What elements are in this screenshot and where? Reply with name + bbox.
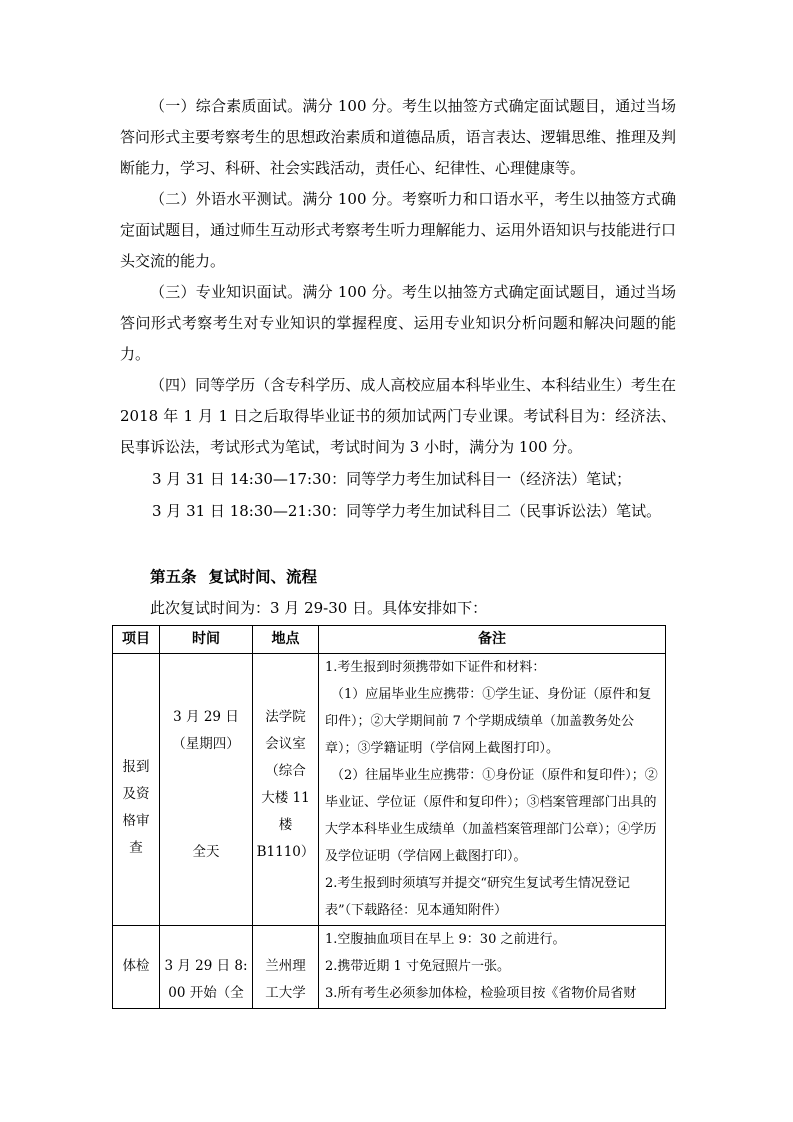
paragraph-comprehensive-interview: （一）综合素质面试。满分 100 分。考生以抽签方式确定面试题目，通过当场答问形式主要考察考生的思想政治素质和道德品质，语言表达、逻辑思维、推理及判断能力，学习、科研、社会实践活动，责任心、纪律性、心理健康等。 (120, 97, 676, 177)
row1-location (253, 654, 319, 926)
row1-time-allday: 全天 (192, 844, 220, 860)
header-time: 时间 (160, 626, 253, 654)
row1-item-line: 查 (129, 840, 143, 856)
paragraph-foreign-language-test: （二）外语水平测试。满分 100 分。考察听力和口语水平，考生以抽签方式确定面试题目，通过师生互动形式考察考生听力理解能力、运用外语知识与技能进行口头交流的能力。 (120, 190, 676, 270)
row1-time-date: 3 月 29 日 (173, 709, 239, 725)
row2-note: 1.空腹抽血项目在早上 9：30 之前进行。 (325, 932, 566, 947)
row2-note: 3.所有考生必须参加体检，检验项目按《省物价局省财 (325, 986, 637, 1001)
section-intro: 此次复试时间为：3 月 29-30 日。具体安排如下： (150, 599, 488, 617)
row1-notes (319, 654, 666, 926)
row2-note: 2.携带近期 1 寸免冠照片一张。 (325, 959, 510, 974)
schedule-table (112, 625, 666, 1009)
row2-notes (319, 926, 666, 1009)
row1-note: （1）应届毕业生应携带：①学生证、身份证（原件和复印件）；②大学期间前 7 个学期成绩单（加盖教务处公章）；③学籍证明（学信网上截图打印）。 (325, 687, 652, 756)
table-row (113, 926, 666, 1009)
header-notes: 备注 (319, 626, 666, 654)
row1-location-line: 法学院 (265, 709, 306, 725)
row1-item (113, 654, 160, 926)
section-title: 复试时间、流程 (208, 568, 318, 586)
exam-schedule-line-1: 3 月 31 日 14:30—17:30：同等学力考生加试科目一（经济法）笔试； (152, 470, 632, 488)
row2-location-line: 工大学 (265, 985, 306, 1001)
row2-location (253, 926, 319, 1009)
row1-location-line: 大楼 11 (261, 790, 310, 806)
row1-note: 2.考生报到时须填写并提交“研究生复试考生情况登记表”（下载路径：见本通知附件） (325, 876, 631, 918)
header-item: 项目 (113, 626, 160, 654)
row1-item-line: 格审 (122, 813, 150, 829)
paragraph-equivalent-education: （四）同等学历（含专科学历、成人高校应届本科毕业生、本科结业生）考生在 2018 年 1 月 1 日之后取得毕业证书的须加试两门专业课。考试科目为：经济法、民事诉讼法，考试形式为笔试，考试时间为 3 小时，满分为 100 分。 (120, 376, 676, 456)
row2-location-line: 兰州理 (265, 958, 306, 974)
header-location: 地点 (253, 626, 319, 654)
row1-location-line: B1110） (256, 844, 315, 860)
row1-item-line: 报到 (122, 759, 150, 775)
row2-item (113, 926, 160, 1009)
table-row (113, 654, 666, 926)
row2-item-label: 体检 (122, 958, 150, 974)
row1-time-weekday: （星期四） (172, 736, 240, 752)
row1-time (160, 654, 253, 926)
row1-location-line: 会议室 (265, 736, 306, 752)
section-heading (150, 562, 317, 592)
section-number: 第五条 (150, 568, 197, 586)
row1-note: （2）往届毕业生应携带：①身份证（原件和复印件）；②毕业证、学位证（原件和复印件）；③档案管理部门出具的大学本科毕业生成绩单（加盖档案管理部门公章）；④学历及学位证明（学信网上截图打印）。 (325, 768, 658, 864)
table-header-row (113, 626, 666, 654)
row1-location-line: 楼 (278, 817, 293, 833)
row2-time-line: 00 开始（全 (168, 985, 244, 1001)
row1-note: 1.考生报到时须携带如下证件和材料： (325, 660, 546, 675)
paragraph-professional-interview: （三）专业知识面试。满分 100 分。考生以抽签方式确定面试题目，通过当场答问形式考察考生对专业知识的掌握程度、运用专业知识分析问题和解决问题的能力。 (120, 283, 676, 363)
row2-time-line: 3 月 29 日 8: (164, 958, 248, 974)
row2-time (160, 926, 253, 1009)
row1-location-line: （综合 (265, 763, 306, 779)
row1-item-line: 及资 (122, 786, 150, 802)
exam-schedule-line-2: 3 月 31 日 18:30—21:30：同等学力考生加试科目二（民事诉讼法）笔试。 (152, 502, 662, 520)
